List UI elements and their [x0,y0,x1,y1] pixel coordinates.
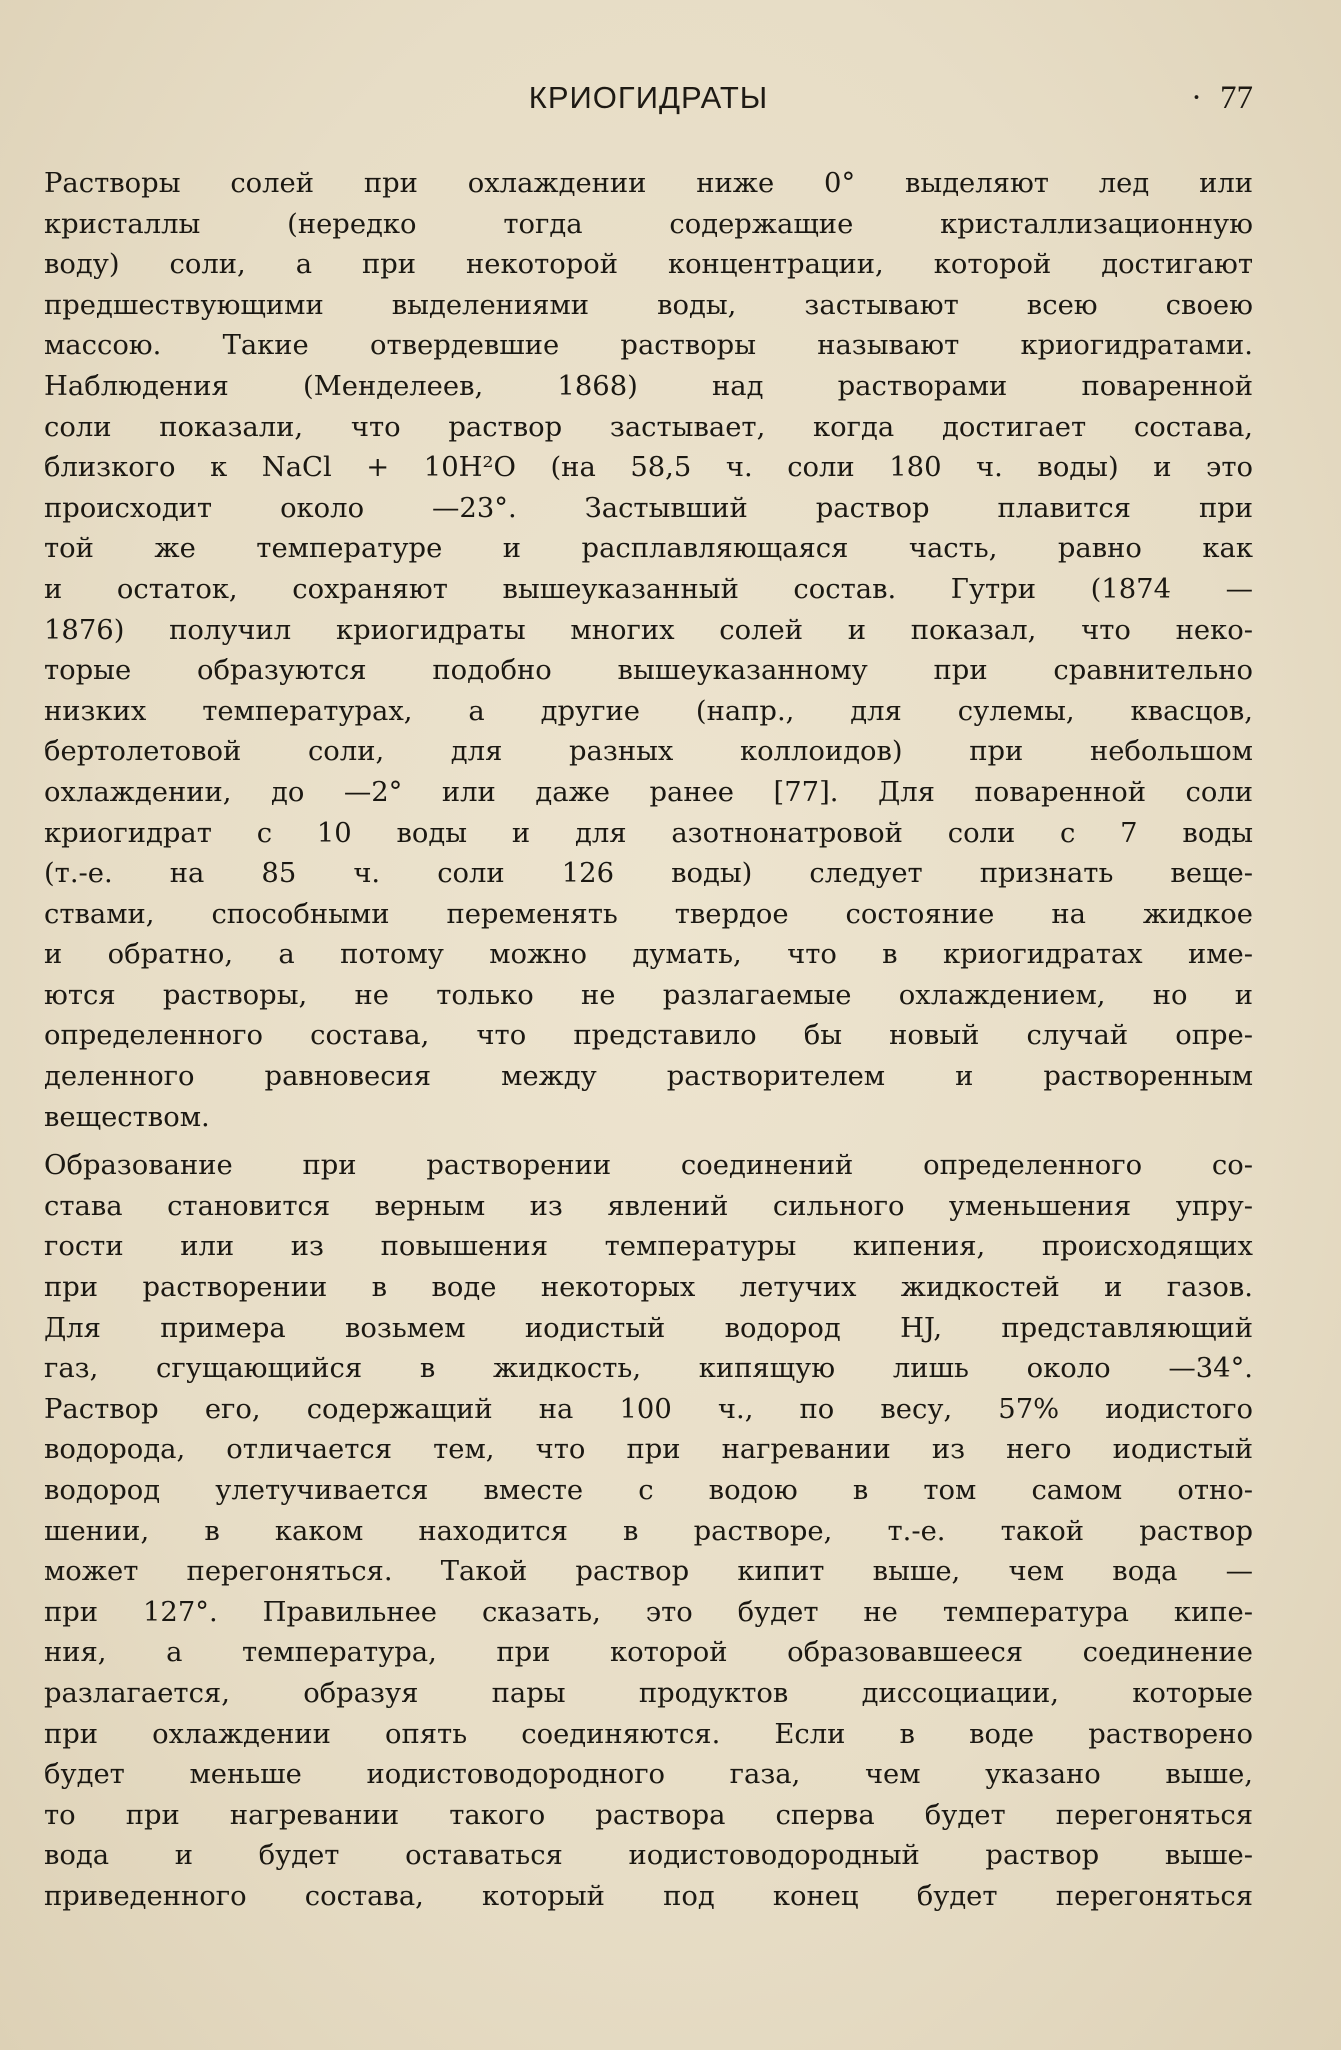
text-line: 1876) получил криогидраты многих солей и показал, что неко- [44,614,1253,646]
text-line: гости или из повышения температуры кипения, происходящих [44,1231,1253,1263]
text-line: будет меньше иодистоводородного газа, чем указано выше, [44,1759,1253,1791]
text-line: близкого к NaCl + 10H²O (на 58,5 ч. соли 180 ч. воды) и это [44,452,1253,484]
text-line: криогидрат с 10 воды и для азотнонатровой соли с 7 воды [44,817,1253,849]
text-line: деленного равновесия между растворителем и растворенным [44,1061,1253,1093]
text-line: воду) соли, а при некоторой концентрации, которой достигают [44,249,1253,281]
paragraph-hydrogen-iodide [44,1146,1253,1917]
text-line: водород улетучивается вместе с водою в том самом отно- [44,1475,1253,1506]
text-line: ствами, способными переменять твердое состояние на жидкое [44,898,1253,930]
text-line: кристаллы (нередко тогда содержащие кристаллизационную [44,208,1253,240]
text-line: Наблюдения (Менделеев, 1868) над растворами поваренной [44,370,1253,402]
paragraph-cryohydrates [44,164,1253,1138]
page-number-value: 77 [1220,80,1253,116]
text-line: предшествующими выделениями воды, застывают всею своею [44,289,1253,321]
body-text [44,164,1253,1918]
text-line: Растворы солей при охлаждении ниже 0° выделяют лед или [44,168,1253,199]
text-line: при растворении в воде некоторых летучих жидкостей и газов. [44,1272,1253,1304]
text-line: веществом. [44,1101,210,1133]
text-line: низких температурах, а другие (напр., для сулемы, квасцов, [44,695,1253,727]
text-line: Раствор его, содержащий на 100 ч., по весу, 57% иодистого [44,1393,1253,1425]
running-head [44,80,1253,124]
page-number-dot: · [1191,80,1202,116]
text-line: Образование при растворении соединений определенного со- [44,1150,1253,1182]
text-line: при 127°. Правильнее сказать, это будет не температура кипе- [44,1596,1253,1628]
text-line: торые образуются подобно вышеуказанному при сравнительно [44,655,1253,687]
text-line: газ, сгущающийся в жидкость, кипящую лишь около —34°. [44,1353,1253,1385]
text-line: ния, а температура, при которой образовавшееся соединение [44,1637,1253,1669]
text-line: и обратно, а потому можно думать, что в криогидратах име- [44,939,1253,971]
text-line: определенного состава, что представило бы новый случай опре- [44,1020,1253,1052]
text-line: става становится верным из явлений сильного уменьшения упру- [44,1190,1253,1222]
text-line: той же температуре и расплавляющаяся часть, равно как [44,533,1253,565]
text-line: может перегоняться. Такой раствор кипит выше, чем вода — [44,1556,1253,1588]
text-line: шении, в каком находится в растворе, т.-е. такой раствор [44,1515,1253,1547]
text-line: (т.-е. на 85 ч. соли 126 воды) следует признать веще- [44,858,1253,890]
text-line: ются растворы, не только не разлагаемые охлаждением, но и [44,979,1253,1011]
text-line: Для примера возьмем иодистый водород HJ, представляющий [44,1312,1253,1344]
text-line: при охлаждении опять соединяются. Если в воде растворено [44,1718,1253,1750]
page-number [1191,80,1253,117]
running-title: КРИОГИДРАТЫ [528,80,769,115]
text-line: происходит около —23°. Застывший раствор плавится при [44,492,1253,524]
text-line: бертолетовой соли, для разных коллоидов) при небольшом [44,736,1253,768]
text-line: водорода, отличается тем, что при нагревании из него иодистый [44,1434,1253,1466]
text-line: то при нагревании такого раствора сперва будет перегоняться [44,1799,1253,1831]
text-line: массою. Такие отвердевшие растворы называют криогидратами. [44,330,1253,362]
text-line: и остаток, сохраняют вышеуказанный состав. Гутри (1874 — [44,573,1253,605]
text-line: вода и будет оставаться иодистоводородный раствор выше- [44,1840,1253,1872]
text-line: соли показали, что раствор застывает, когда достигает состава, [44,411,1253,443]
text-line: приведенного состава, который под конец будет перегоняться [44,1880,1253,1912]
text-line: разлагается, образуя пары продуктов диссоциации, которые [44,1677,1253,1709]
text-line: охлаждении, до —2° или даже ранее [77]. Для поваренной соли [44,776,1253,808]
